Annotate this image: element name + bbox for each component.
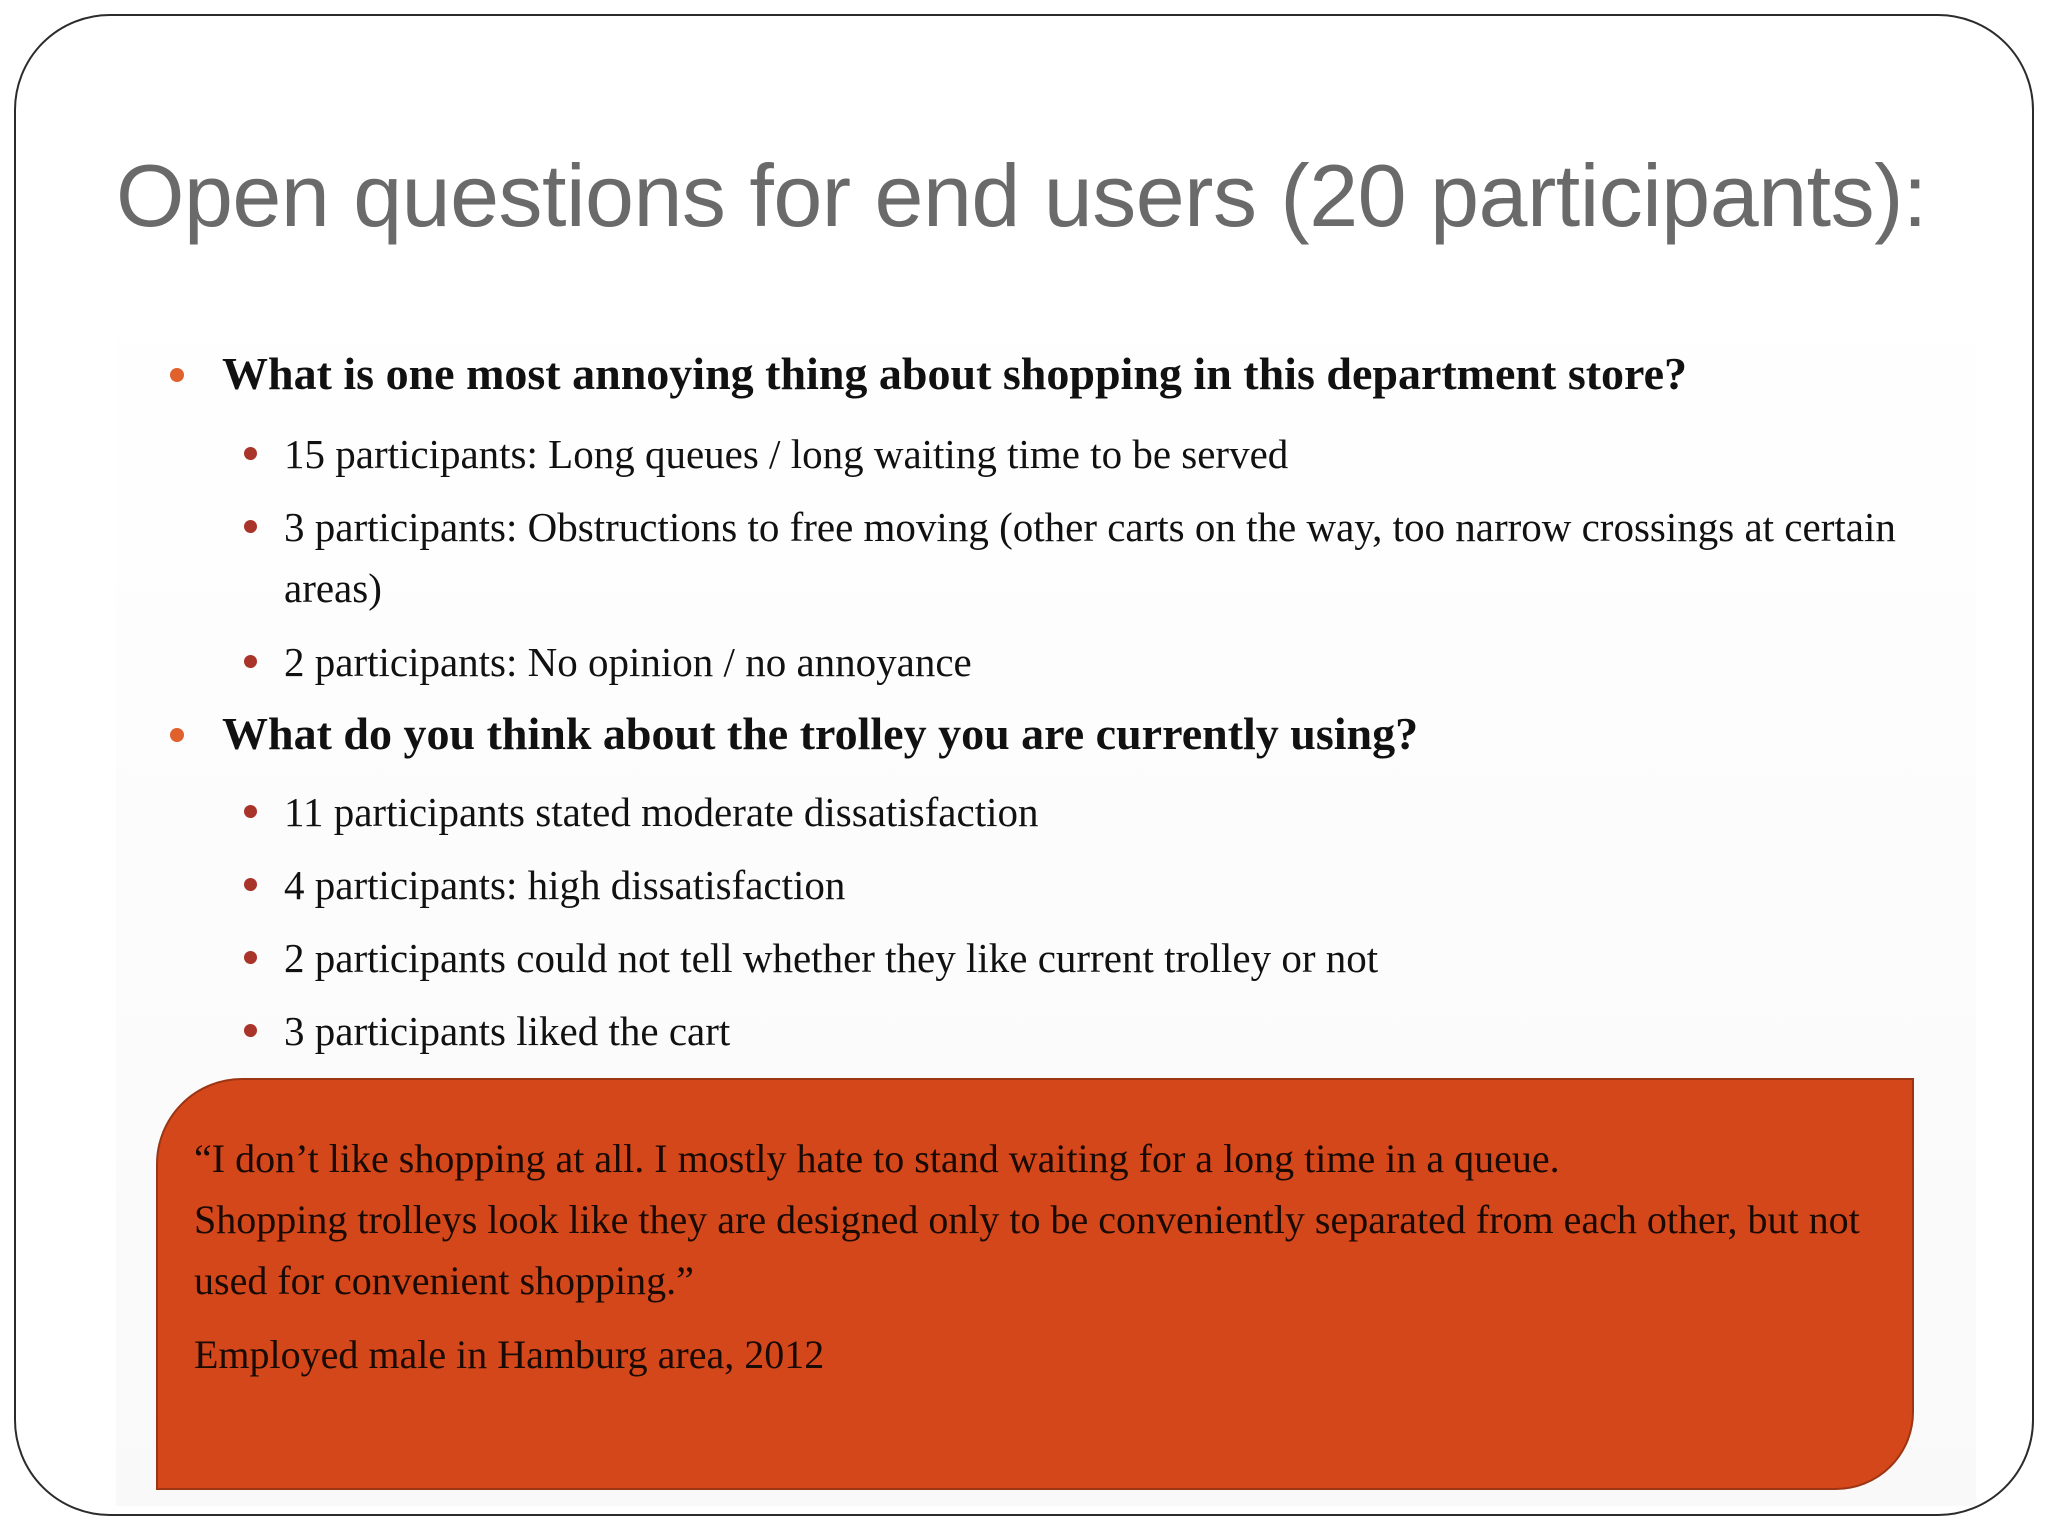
answer-item bbox=[284, 928, 1964, 989]
bullet-dot-icon bbox=[244, 520, 257, 533]
bullet-dot-icon bbox=[244, 878, 257, 891]
question-1 bbox=[222, 346, 1687, 401]
answer-text: 2 participants could not tell whether they like current trolley or not bbox=[284, 935, 1379, 981]
slide-frame bbox=[14, 14, 2034, 1516]
answer-text: 4 participants: high dissatisfaction bbox=[284, 862, 846, 908]
answer-item bbox=[284, 497, 1964, 619]
answer-item bbox=[284, 782, 1964, 843]
answer-item bbox=[284, 424, 1964, 485]
answer-text: 2 participants: No opinion / no annoyance bbox=[284, 639, 972, 685]
bullet-dot-icon bbox=[244, 951, 257, 964]
slide-title: Open questions for end users (20 participants): bbox=[116, 146, 1927, 245]
bullet-dot-icon bbox=[170, 368, 184, 382]
answer-text: 11 participants stated moderate dissatisfaction bbox=[284, 789, 1039, 835]
question-text: What do you think about the trolley you are currently using? bbox=[222, 708, 1419, 759]
quote-attribution: Employed male in Hamburg area, 2012 bbox=[194, 1332, 825, 1377]
answer-item bbox=[284, 632, 1964, 693]
answer-item bbox=[284, 1001, 1964, 1062]
answer-text: 15 participants: Long queues / long waiting time to be served bbox=[284, 431, 1289, 477]
bullet-dot-icon bbox=[244, 655, 257, 668]
bullet-dot-icon bbox=[244, 805, 257, 818]
bullet-dot-icon bbox=[244, 1024, 257, 1037]
bullet-dot-icon bbox=[170, 728, 184, 742]
question-text: What is one most annoying thing about shopping in this department store? bbox=[222, 348, 1688, 399]
bullet-dot-icon bbox=[244, 447, 257, 460]
question-2 bbox=[222, 706, 1418, 761]
answer-text: 3 participants: Obstructions to free moving (other carts on the way, too narrow crossings at certain areas) bbox=[284, 504, 1896, 611]
answer-item bbox=[284, 855, 1964, 916]
answer-text: 3 participants liked the cart bbox=[284, 1008, 731, 1054]
quote-text: “I don’t like shopping at all. I mostly hate to stand waiting for a long time in a queue. Shopping trolleys look like they are designed only to be conveniently separated from each other, but not used for convenient shopping.” bbox=[194, 1136, 1860, 1303]
